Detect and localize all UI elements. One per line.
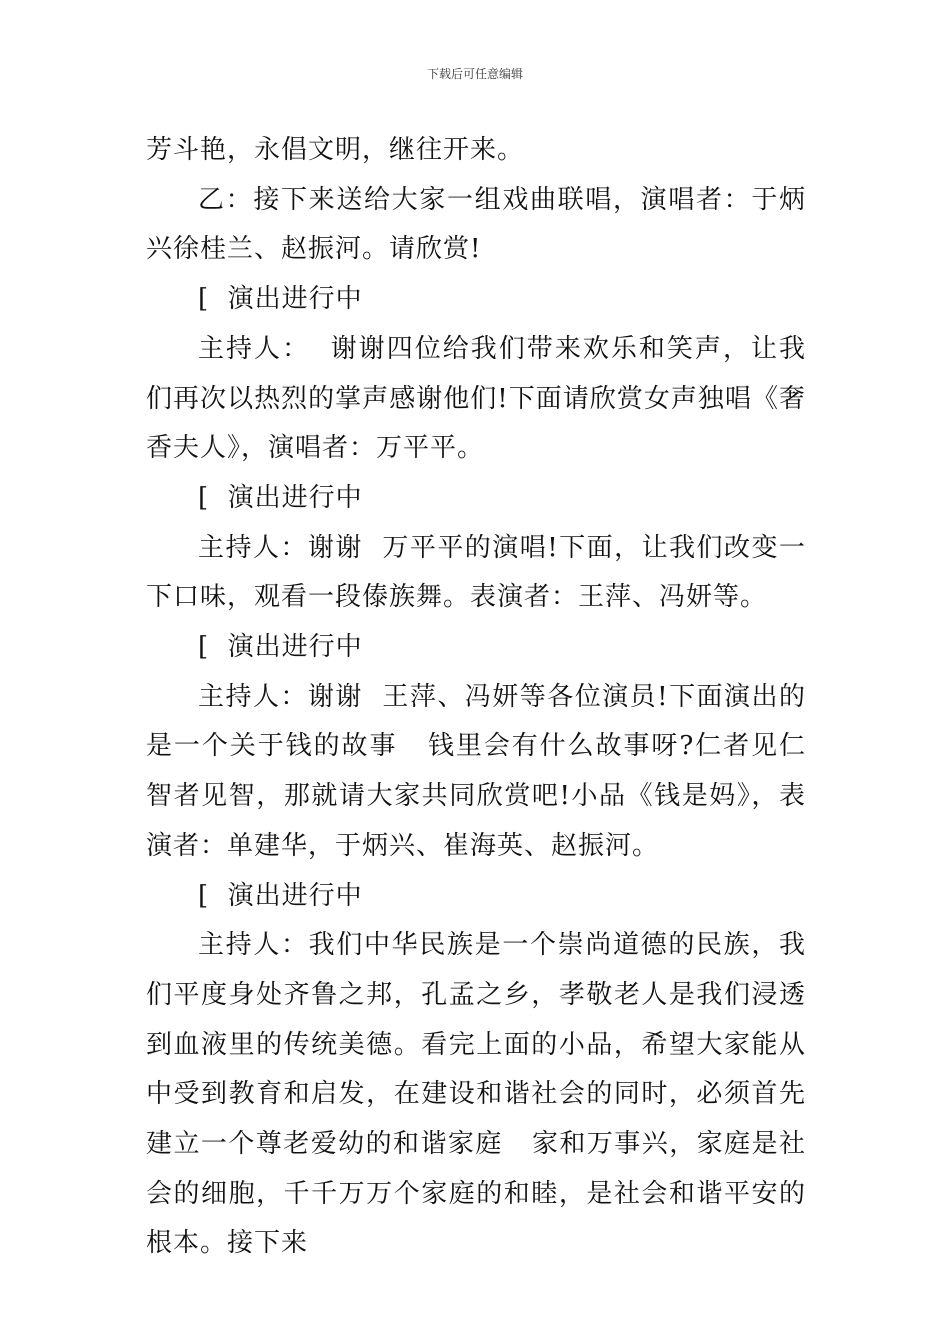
paragraph: 乙：接下来送给大家一组戏曲联唱，演唱者：于炳兴徐桂兰、赵振河。请欣赏! [146, 184, 806, 265]
stage-direction: [ 演出进行中 [198, 880, 363, 911]
stage-direction: [ 演出进行中 [198, 482, 363, 513]
stage-direction: [ 演出进行中 [198, 632, 363, 663]
document-body [146, 126, 806, 1269]
paragraph: 主持人：我们中华民族是一个崇尚道德的民族，我们平度身处齐鲁之邦，孔孟之乡，孝敬老人是我们浸透到血液里的传统美德。看完上面的小品，希望大家能从中受到教育和启发，在建设和谐社会的同时，必须首先建立一个尊老爱幼的和谐家庭 家和万事兴，家庭是社会的细胞，千千万万个家庭的和睦，是社会和谐平安的根本。接下来 [146, 930, 806, 1259]
paragraph: 芳斗艳，永倡文明，继往开来。 [146, 135, 525, 165]
stage-direction: [ 演出进行中 [198, 284, 363, 315]
page-header: 下载后可任意编辑 [426, 67, 523, 81]
paragraph: 主持人： 谢谢四位给我们带来欢乐和笑声，让我们再次以热烈的掌声感谢他们!下面请欣赏女声独唱《奢香夫人》，演唱者：万平平。 [146, 333, 806, 464]
paragraph: 主持人：谢谢 万平平的演唱!下面，让我们改变一下口味，观看一段傣族舞。表演者：王萍、冯妍等。 [146, 532, 806, 613]
paragraph: 主持人：谢谢 王萍、冯妍等各位演员!下面演出的是一个关于钱的故事 钱里会有什么故事呀?仁者见仁智者见智，那就请大家共同欣赏吧!小品《钱是妈》，表演者：单建华，于炳兴、崔海英、赵振河。 [146, 681, 806, 861]
